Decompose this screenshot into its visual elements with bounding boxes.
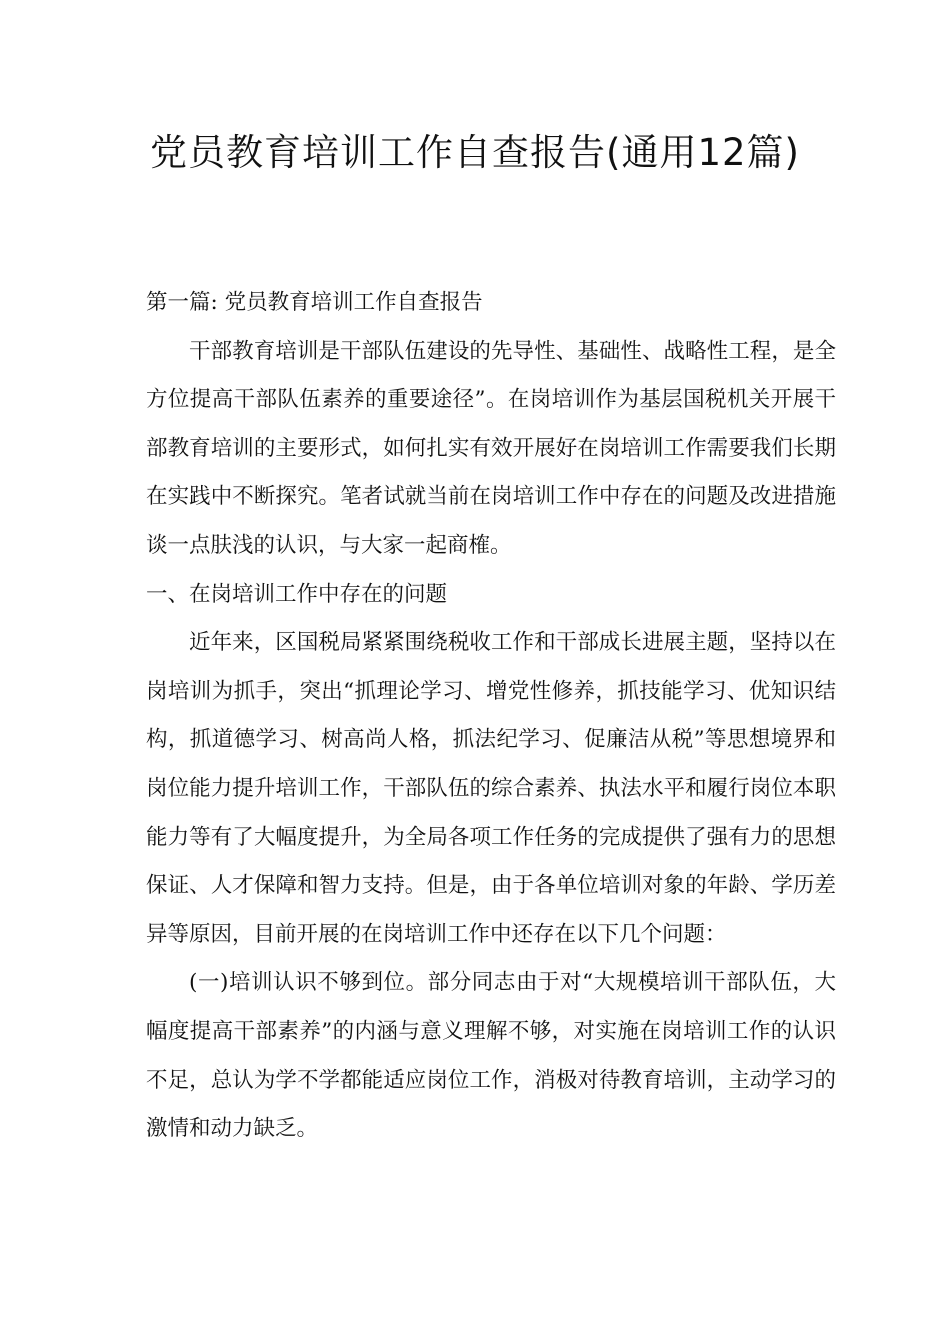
document-title: 党员教育培训工作自查报告(通用12篇) [150, 131, 800, 174]
subsection-heading: 一、在岗培训工作中存在的问题 [146, 581, 448, 607]
document-body [146, 279, 836, 1154]
section-heading: 第一篇: 党员教育培训工作自查报告 [146, 290, 483, 315]
paragraph-issue-1: (一)培训认识不够到位。部分同志由于对“大规模培训干部队伍，大幅度提高干部素养”的内涵与意义理解不够，对实施在岗培训工作的认识不足，总认为学不学都能适应岗位工作，消极对待教育培训，主动学习的激情和动力缺乏。 [146, 970, 836, 1142]
paragraph-background: 近年来，区国税局紧紧围绕税收工作和干部成长进展主题，坚持以在岗培训为抓手，突出“抓理论学习、增党性修养，抓技能学习、优知识结构，抓道德学习、树高尚人格，抓法纪学习、促廉洁从税”等思想境界和岗位能力提升培训工作，干部队伍的综合素养、执法水平和履行岗位本职能力等有了大幅度提升，为全局各项工作任务的完成提供了强有力的思想保证、人才保障和智力支持。但是，由于各单位培训对象的年龄、学历差异等原因，目前开展的在岗培训工作中还存在以下几个问题： [146, 630, 836, 947]
paragraph-intro: 干部教育培训是干部队伍建设的先导性、基础性、战略性工程，是全方位提高干部队伍素养的重要途径”。在岗培训作为基层国税机关开展干部教育培训的主要形式，如何扎实有效开展好在岗培训工作需要我们长期在实践中不断探究。笔者试就当前在岗培训工作中存在的问题及改进措施谈一点肤浅的认识，与大家一起商榷。 [146, 338, 836, 558]
